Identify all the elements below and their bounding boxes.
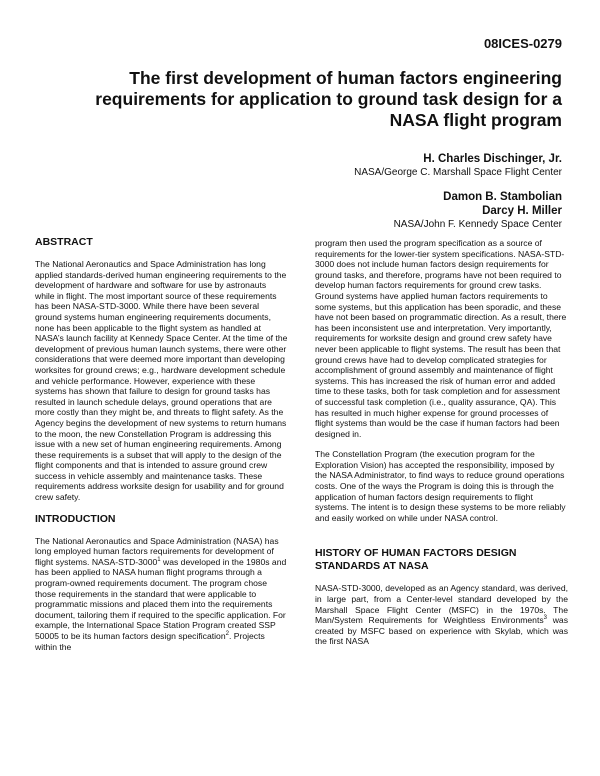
history-paragraph: NASA-STD-3000, developed as an Agency standard, was derived, in large part, from a Center-level standard developed by the Marshall Space Flight Center (MSFC) in the 1970s. The Man/System Requirements for Weightless Environments$^3$ was created by MSFC based on experience with Skylab, which was the first NASA (315, 583, 569, 647)
document-id: 08ICES-0279 (483, 36, 562, 51)
history-heading: HISTORY OF HUMAN FACTORS DESIGN STANDARDS AT NASA (315, 547, 517, 573)
paper-title: The first development of human factors engineering requirements for application to ground task design for a NASA flight program (95, 68, 562, 130)
right-column (315, 238, 568, 657)
abstract-heading: ABSTRACT (35, 236, 93, 248)
author-block-2 (394, 190, 562, 232)
introduction-heading: INTRODUCTION (35, 512, 116, 525)
author-affiliation: NASA/George C. Marshall Space Flight Center (354, 167, 562, 178)
author-name: Damon B. Stambolian (443, 191, 562, 203)
left-column (35, 236, 288, 662)
author-affiliation: NASA/John F. Kennedy Space Center (393, 219, 562, 230)
introduction-paragraph-continued: program then used the program specification as a source of requirements for the lower-tier system specifications. NASA-STD-3000 does not include human factors design requirements for ground tasks, and therefore, programs have not been required to develop human factors requirements for ground crew tasks. Ground systems have applied human factors requirements to some systems, but this application has been sporadic, and these have not been based on programmatic direction. As a result, there has been inconsistent use and interpretation. Very importantly, requirements for worksite design and ground crew safety have never been applicable to flight systems. The result has been that ground crews have had to develop complicated strategies for accomplishment of ground assembly and maintenance of flight systems. This has increased the risk of human error and added time to these tasks, both for task completion and for assessment of successful task completion (i.e., quality assurance, QA). This has resulted in much higher expense for ground processes of flight systems than would be the case if human factors had been designed in. (315, 238, 567, 439)
introduction-paragraph: The Constellation Program (the execution program for the Exploration Vision) has accepted the responsibility, imposed by the NASA Administrator, to find ways to reduce ground operations costs. One of the ways the Program is doing this is through the application of human factors design requirements to flight systems. The intent is to design these systems to be more reliably and easily worked on while under NASA control. (315, 449, 566, 523)
author-block-1 (354, 152, 562, 180)
author-name: H. Charles Dischinger, Jr. (423, 153, 562, 165)
author-name: Darcy H. Miller (482, 205, 562, 217)
introduction-paragraph: The National Aeronautics and Space Administration (NASA) has long employed human factors requirements for development of flight systems. NASA-STD-3000$^1$ was developed in the 1980s and has been applied to NASA human flight programs through a program-owned requirements document. The program chose those requirements in the standard that were applicable to programmatic missions and placed them into the requirements document, tailoring them if required to the specific application. For example, the International Space Station Program created SSP 50005 to be its human factors design specification$^2$. Projects within the (35, 535, 287, 652)
abstract-text: The National Aeronautics and Space Administration has long applied standards-derived human engineering requirements to the development of hardware and software for use by astronauts while in flight. The most important source of these requirements has been NASA-STD-3000. While there have been several ground systems human engineering requirements documents, none has been applicable to the flight system as handled at NASA’s launch facility at Kennedy Space Center. At the time of the development of previous human launch systems, there were other considerations that were deemed more important than developing worksites for ground crews; e.g., hardware development schedule and vehicle performance. However, experience with these systems has shown that failure to design for ground tasks has resulted in launch schedule delays, ground operations that are more costly than they might be, and threats to flight safety. As the Agency begins the development of new systems to return humans to the moon, the new Constellation Program is addressing this issue with a new set of human engineering requirements. Among these requirements is a subset that will apply to the design of the flight components and that is intended to assure ground crew success in vehicle assembly and maintenance tasks. These requirements address worksite design for usability and for ground crew safety. (35, 259, 288, 503)
